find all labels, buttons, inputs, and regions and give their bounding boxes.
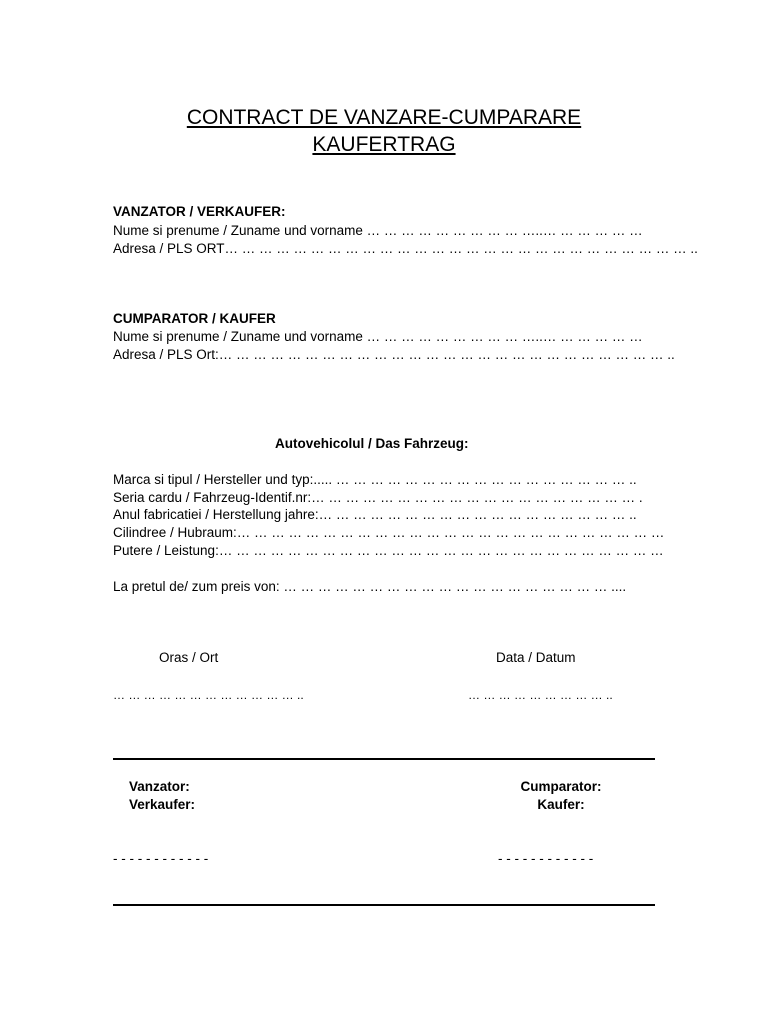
date-dots: … … … … … … … … … ..	[468, 688, 613, 702]
vehicle-year-line: Anul fabricatiei / Herstellung jahre:… … … … … … … … … … … … … … … … … … ..	[113, 507, 637, 522]
vehicle-power-line: Putere / Leistung:… … … … … … … … … … … … … … … … … … … … … … … … … …	[113, 543, 664, 558]
place-label: Oras / Ort	[159, 650, 219, 665]
place-dots: … … … … … … … … … … … … ..	[113, 688, 304, 702]
vehicle-cylinder-line: Cilindree / Hubraum:… … … … … … … … … … … … … … … … … … … … … … … … …	[113, 525, 665, 540]
seller-name-line: Nume si prenume / Zuname und vorname … … … … … … … … … …..… … … … … …	[113, 223, 643, 238]
buyer-heading: CUMPARATOR / KAUFER	[113, 311, 276, 326]
buyer-signature-label-de: Kaufer:	[537, 797, 585, 812]
buyer-name-line: Nume si prenume / Zuname und vorname … … … … … … … … … …..… … … … … …	[113, 329, 643, 344]
top-signature-rule	[113, 758, 655, 760]
seller-signature-label-de: Verkaufer:	[129, 797, 196, 812]
vehicle-heading: Autovehicolul / Das Fahrzeug:	[275, 436, 469, 451]
seller-signature-dashes: - - - - - - - - - - - -	[113, 851, 209, 866]
buyer-signature-label-ro: Cumparator:	[520, 779, 602, 794]
seller-address-line: Adresa / PLS ORT… … … … … … … … … … … … … … … … … … … … … … … … … … … ..	[113, 241, 698, 256]
seller-signature-label-ro: Vanzator:	[129, 779, 190, 794]
seller-heading: VANZATOR / VERKAUFER:	[113, 204, 286, 219]
vehicle-make-line: Marca si tipul / Hersteller und typ:..... … … … … … … … … … … … … … … … … … ..	[113, 472, 637, 487]
title-line-2: KAUFERTRAG	[312, 133, 456, 156]
buyer-address-line: Adresa / PLS Ort:… … … … … … … … … … … … … … … … … … … … … … … … … … ..	[113, 347, 675, 362]
vehicle-serial-line: Seria cardu / Fahrzeug-Identif.nr:… … … … … … … … … … … … … … … … … … … .	[113, 490, 643, 505]
title-line-1: CONTRACT DE VANZARE-CUMPARARE	[186, 106, 582, 129]
bottom-signature-rule	[113, 904, 655, 906]
buyer-signature-dashes: - - - - - - - - - - - -	[498, 851, 594, 866]
date-label: Data / Datum	[496, 650, 576, 665]
price-line: La pretul de/ zum preis von: … … … … … … … … … … … … … … … … … … … ....	[113, 579, 627, 594]
